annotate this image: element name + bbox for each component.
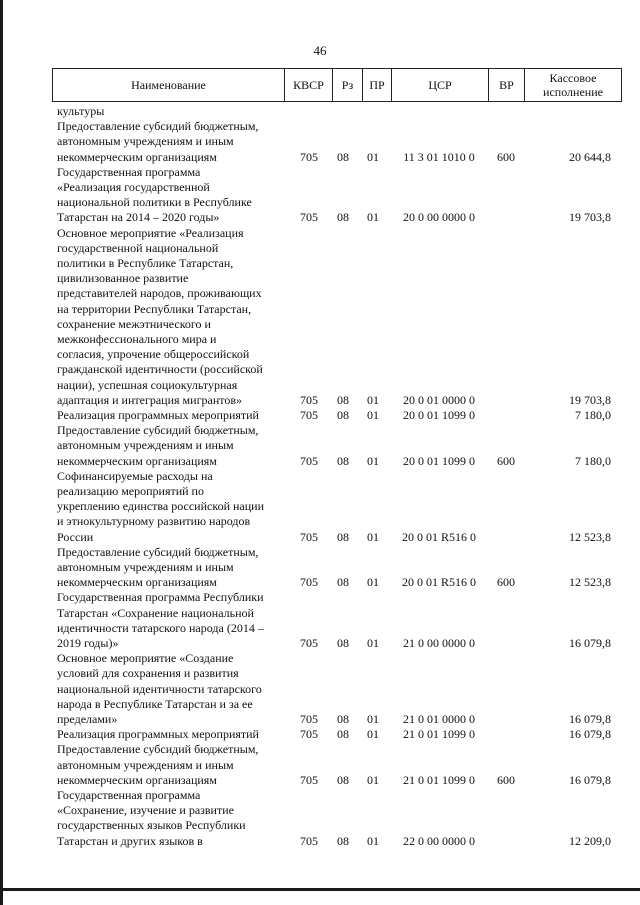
row-amount: 12 523,8 [569, 575, 611, 590]
table-header [52, 68, 622, 102]
row-name-line: некоммерческим организациям [57, 575, 217, 590]
row-rz: 08 [337, 833, 349, 848]
row-name [57, 651, 278, 727]
row-kvsr: 705 [300, 711, 318, 726]
row-rz: 08 [337, 575, 349, 590]
row-kvsr: 705 [300, 453, 318, 468]
row-vr: 600 [497, 772, 515, 787]
row-pr: 01 [367, 575, 379, 590]
row-name-line: Предоставление субсидий бюджетным, [57, 423, 259, 438]
row-name [57, 165, 278, 226]
row-name-line: автономным учреждениям и иным [57, 438, 234, 453]
row-name-line: автономным учреждениям и иным [57, 560, 234, 574]
row-rz: 08 [337, 392, 349, 407]
header-kvsr: КВСР [285, 69, 333, 101]
header-cash [525, 69, 621, 101]
row-name-line: согласия, упрочение общероссийской [57, 347, 250, 362]
header-cash-line2: исполнение [543, 85, 603, 99]
scan-bottom-edge [0, 888, 640, 891]
row-pr: 01 [367, 772, 379, 787]
row-name-line: «Сохранение, изучение и развитие [57, 803, 234, 818]
row-name-line: 2019 годы)» [57, 636, 119, 650]
row-vr: 600 [497, 575, 515, 590]
row-csr: 11 3 01 1010 0 [403, 149, 475, 164]
row-csr: 21 0 01 1099 0 [403, 772, 475, 787]
row-pr: 01 [367, 210, 379, 225]
row-name-line: Реализация программных мероприятий [57, 408, 259, 422]
row-name-line: реализацию мероприятий по [57, 484, 204, 498]
header-vr: ВР [489, 69, 525, 101]
row-name-line: цивилизованное развитие [57, 271, 189, 286]
row-name [57, 788, 278, 849]
row-amount: 12 209,0 [569, 833, 611, 848]
table-row [0, 408, 640, 423]
row-name [57, 104, 278, 119]
row-name-line: Татарстан на 2014 – 2020 годы» [57, 210, 220, 225]
row-csr: 21 0 00 0000 0 [403, 635, 475, 650]
row-rz: 08 [337, 635, 349, 650]
row-pr: 01 [367, 408, 379, 422]
row-kvsr: 705 [300, 392, 318, 407]
row-rz: 08 [337, 711, 349, 726]
row-pr: 01 [367, 529, 379, 544]
row-name [57, 742, 278, 788]
row-amount: 16 079,8 [569, 772, 611, 787]
header-rz: Рз [333, 69, 363, 101]
header-cash-line1: Кассовое [549, 71, 597, 85]
row-csr: 20 0 01 1099 0 [403, 453, 475, 468]
row-pr: 01 [367, 833, 379, 848]
row-name-line: России [57, 529, 94, 544]
row-kvsr: 705 [300, 529, 318, 544]
row-name-line: автономным учреждениям и иным [57, 134, 234, 149]
table-row [0, 727, 640, 742]
row-name-line: Татарстан «Сохранение национальной [57, 605, 254, 620]
row-name-line: пределами» [57, 712, 118, 726]
row-kvsr: 705 [300, 149, 318, 164]
row-csr: 20 0 01 R516 0 [401, 529, 476, 544]
table-row [0, 469, 640, 545]
row-name-line: Государственная программа [57, 788, 201, 802]
page-number: 46 [313, 43, 327, 58]
table-row [0, 742, 640, 788]
table-row [0, 590, 640, 651]
table-row [0, 104, 640, 119]
row-name-line: государственных языков Республики [57, 818, 246, 833]
row-rz: 08 [337, 149, 349, 164]
row-name-line: национальной идентичности татарского [57, 681, 262, 696]
row-csr: 20 0 01 1099 0 [403, 408, 475, 422]
table-row [0, 423, 640, 469]
row-name-line: Основное мероприятие «Создание [57, 651, 234, 666]
row-vr: 600 [497, 453, 515, 468]
row-name-line: некоммерческим организациям [57, 453, 217, 468]
table-row [0, 651, 640, 727]
row-vr: 600 [497, 149, 515, 164]
row-name-line: адаптация и интеграция мигрантов» [57, 392, 242, 407]
row-name-line: Государственная программа Республики [57, 590, 264, 605]
row-pr: 01 [367, 711, 379, 726]
row-csr: 20 0 00 0000 0 [403, 210, 475, 225]
row-rz: 08 [337, 408, 349, 422]
row-name-line: политики в Республике Татарстан, [57, 256, 234, 270]
row-name-line: народа в Республике Татарстан и за ее [57, 696, 253, 711]
row-name [57, 423, 278, 469]
row-name [57, 545, 278, 591]
row-name-line: идентичности татарского народа (2014 – [57, 620, 264, 635]
row-name-line: некоммерческим организациям [57, 149, 217, 164]
row-name-line: межконфессионального мира и [57, 332, 217, 347]
row-csr: 21 0 01 0000 0 [403, 711, 475, 726]
row-csr: 21 0 01 1099 0 [403, 727, 475, 742]
header-pr: ПР [363, 69, 392, 101]
row-pr: 01 [367, 453, 379, 468]
row-name-line: на территории Республики Татарстан, [57, 301, 252, 316]
row-pr: 01 [367, 392, 379, 407]
row-name-line: Татарстан и других языков в [57, 833, 203, 848]
row-amount: 16 079,8 [569, 635, 611, 650]
row-pr: 01 [367, 635, 379, 650]
row-name [57, 226, 278, 408]
row-kvsr: 705 [300, 575, 318, 590]
row-name-line: нации), успешная социокультурная [57, 377, 238, 392]
row-amount: 19 703,8 [569, 392, 611, 407]
row-amount: 7 180,0 [575, 453, 611, 468]
row-name-line: Реализация программных мероприятий [57, 727, 259, 742]
row-name [57, 469, 278, 545]
row-name-line: автономным учреждениям и иным [57, 757, 234, 772]
row-name-line: Основное мероприятие «Реализация [57, 225, 244, 240]
row-kvsr: 705 [300, 833, 318, 848]
row-name-line: укреплению единства российской нации [57, 499, 264, 514]
row-rz: 08 [337, 453, 349, 468]
row-kvsr: 705 [300, 210, 318, 225]
row-csr: 20 0 01 0000 0 [403, 392, 475, 407]
row-amount: 16 079,8 [569, 727, 611, 742]
header-csr: ЦСР [392, 69, 489, 101]
row-name-line: Предоставление субсидий бюджетным, [57, 742, 259, 757]
row-name-line: Софинансируемые расходы на [57, 468, 213, 483]
row-name-line: государственной национальной [57, 240, 219, 255]
row-amount: 7 180,0 [575, 408, 611, 422]
row-name-line: гражданской идентичности (российской [57, 362, 263, 377]
row-name [57, 590, 278, 651]
row-name-line: некоммерческим организациям [57, 772, 217, 787]
row-csr: 22 0 00 0000 0 [403, 833, 475, 848]
row-name-line: представителей народов, проживающих [57, 286, 262, 301]
row-name-line: Предоставление субсидий бюджетным, [57, 119, 259, 134]
row-name [57, 408, 278, 423]
row-amount: 16 079,8 [569, 711, 611, 726]
row-rz: 08 [337, 727, 349, 742]
row-kvsr: 705 [300, 408, 318, 422]
row-rz: 08 [337, 210, 349, 225]
row-pr: 01 [367, 149, 379, 164]
table-row [0, 545, 640, 591]
row-name-line: условий для сохранения и развития [57, 666, 239, 681]
row-rz: 08 [337, 772, 349, 787]
table-row [0, 788, 640, 849]
row-name [57, 727, 278, 742]
header-name: Наименование [53, 69, 285, 101]
table-row [0, 226, 640, 408]
row-name-line: Предоставление субсидий бюджетным, [57, 544, 259, 559]
row-csr: 20 0 01 R516 0 [401, 575, 476, 590]
row-kvsr: 705 [300, 772, 318, 787]
row-rz: 08 [337, 529, 349, 544]
row-name-line: культуры [57, 104, 105, 118]
row-name-line: сохранение межэтнического и [57, 316, 211, 331]
row-name-line: национальной политики в Республике [57, 195, 252, 210]
row-pr: 01 [367, 727, 379, 742]
row-kvsr: 705 [300, 727, 318, 742]
row-kvsr: 705 [300, 635, 318, 650]
row-amount: 19 703,8 [569, 210, 611, 225]
row-name-line: и этнокультурному развитию народов [57, 514, 251, 529]
row-amount: 12 523,8 [569, 529, 611, 544]
row-amount: 20 644,8 [569, 149, 611, 164]
row-name-line: «Реализация государственной [57, 180, 210, 194]
table-row [0, 165, 640, 226]
row-name [57, 119, 278, 165]
table-row [0, 119, 640, 165]
row-name-line: Государственная программа [57, 164, 201, 179]
